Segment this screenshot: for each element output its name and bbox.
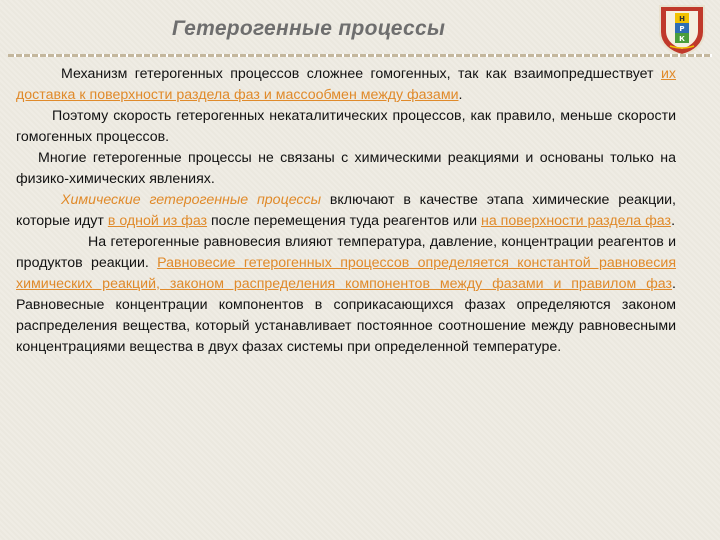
term-chemical-processes: Химические гетерогенные процессы xyxy=(61,192,322,208)
paragraph-physical: Многие гетерогенные процессы не связаны с химическими реакциями и основаны только на физико-химических явлениях. xyxy=(16,150,676,187)
text-span: На гетерогенные равновесия влияют температура, давление, концентрации реагентов и продуктов реакции. xyxy=(16,234,676,271)
svg-text:К: К xyxy=(679,35,685,43)
paragraph-chemical xyxy=(16,190,676,232)
text-span: . xyxy=(671,213,676,229)
text-span: включают в качестве этапа химические реакции, которые идут xyxy=(16,192,677,229)
link-interface[interactable]: на поверхности раздела фаз xyxy=(481,213,672,229)
svg-text:Р: Р xyxy=(679,25,685,33)
text-span: . xyxy=(458,87,463,103)
link-one-phase[interactable]: в одной из фаз xyxy=(107,213,208,229)
text-span: Механизм гетерогенных процессов сложнее гомогенных, так как взаимопредшествует xyxy=(61,66,661,82)
slide-title: Гетерогенные процессы xyxy=(172,17,446,40)
paragraph-equilibrium xyxy=(16,232,676,358)
paragraph-rate: Поэтому скорость гетерогенных некаталитических процессов, как правило, меньше скорости гомогенных процессов. xyxy=(16,108,676,145)
link-equilibrium[interactable]: Равновесие гетерогенных процессов определяется константой равновесия химических реакций, законом распределения компонентов между фазами и правилом фаз xyxy=(16,255,677,292)
logo-shield-icon xyxy=(656,2,708,56)
text-span: . Равновесные концентрации компонентов в соприкасающихся фазах определяются законом распределения вещества, который устанавливает постоянное соотношение между равновесными концентрациями вещества в двух фазах системы при определенной температуре. xyxy=(16,276,676,355)
text-span: после перемещения туда реагентов или xyxy=(207,213,481,229)
slide-body xyxy=(16,64,676,358)
svg-text:Н: Н xyxy=(679,15,685,23)
title-divider xyxy=(8,54,712,57)
title-bar xyxy=(0,0,720,62)
paragraph-mechanism xyxy=(16,64,676,106)
link-transport[interactable]: их доставка к поверхности раздела фаз и массообмен между фазами xyxy=(16,66,676,103)
